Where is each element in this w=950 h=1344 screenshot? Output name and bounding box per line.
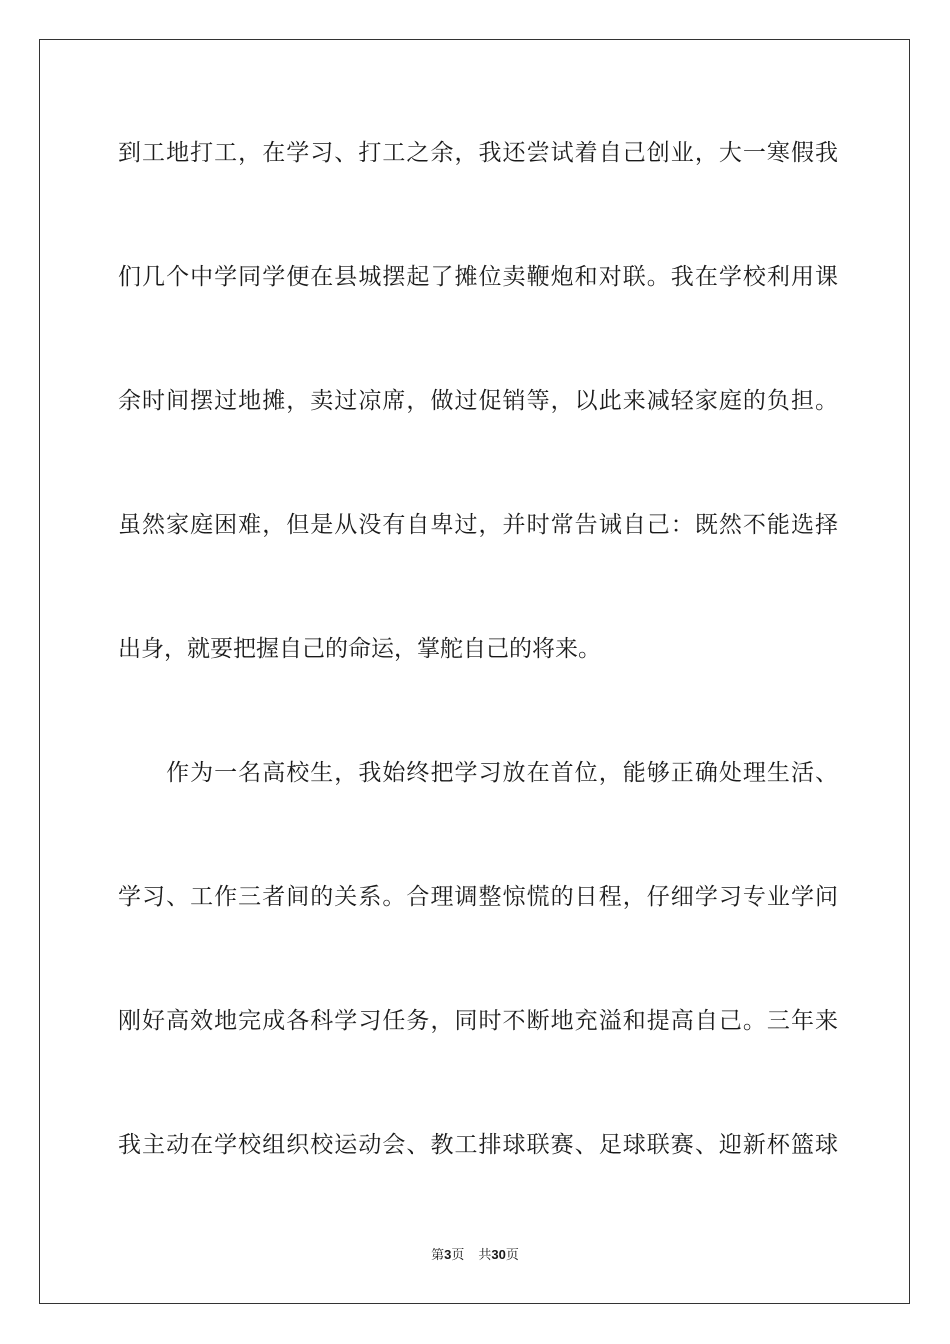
body-line-6: 作为一名高校生，我始终把学习放在首位，能够正确处理生活、 xyxy=(118,760,838,786)
body-line-4: 虽然家庭困难，但是从没有自卑过，并时常告诫自己：既然不能选择 xyxy=(118,512,838,538)
total-label-suffix: 页 xyxy=(505,1248,519,1263)
page-label-suffix: 页 xyxy=(451,1248,465,1263)
body-line-5: 出身，就要把握自己的命运，掌舵自己的将来。 xyxy=(118,636,601,662)
page-footer xyxy=(0,1246,950,1265)
body-line-9: 我主动在学校组织校运动会、教工排球联赛、足球联赛、迎新杯篮球 xyxy=(118,1132,838,1158)
body-line-8: 刚好高效地完成各科学习任务，同时不断地充溢和提高自己。三年来 xyxy=(118,1008,838,1034)
total-label-prefix: 共 xyxy=(478,1248,492,1263)
body-line-3: 余时间摆过地摊，卖过凉席，做过促销等，以此来减轻家庭的负担。 xyxy=(118,388,838,414)
total-pages: 30 xyxy=(491,1247,506,1262)
body-line-7: 学习、工作三者间的关系。合理调整惊慌的日程，仔细学习专业学问 xyxy=(118,884,838,910)
page-border xyxy=(39,39,910,1304)
body-line-1: 到工地打工，在学习、打工之余，我还尝试着自己创业，大一寒假我 xyxy=(118,140,838,166)
page-label-prefix: 第 xyxy=(431,1248,445,1263)
page-number: 3 xyxy=(444,1247,452,1262)
body-line-2: 们几个中学同学便在县城摆起了摊位卖鞭炮和对联。我在学校利用课 xyxy=(118,264,838,290)
